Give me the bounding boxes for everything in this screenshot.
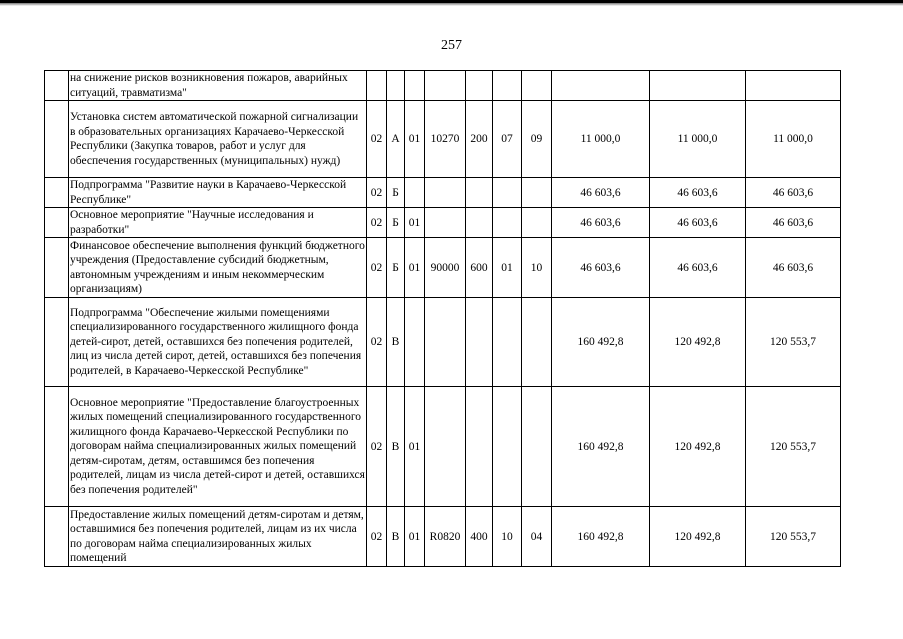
page-number: 257	[441, 38, 462, 53]
row-name: Финансовое обеспечение выполнения функций бюджетного учреждения (Предоставление субсидий бюджетным, автономным учреждениям и иным некоммерческим организациям)	[69, 238, 367, 298]
expense-type-code	[466, 298, 493, 387]
program-code: 02	[367, 387, 387, 507]
section-code: 10	[493, 507, 522, 567]
subsection-code: 09	[522, 101, 552, 178]
budget-table	[44, 70, 841, 567]
amount-year-1: 46 603,6	[552, 238, 650, 298]
amount-year-2: 46 603,6	[650, 208, 746, 238]
expense-type-code	[466, 71, 493, 101]
amount-year-3: 46 603,6	[746, 178, 841, 208]
subprogram-code: В	[387, 387, 405, 507]
table-row	[45, 71, 841, 101]
section-code	[493, 298, 522, 387]
amount-year-2: 120 492,8	[650, 387, 746, 507]
measure-code	[405, 178, 425, 208]
measure-code: 01	[405, 101, 425, 178]
blank-cell	[45, 387, 69, 507]
subprogram-code	[387, 71, 405, 101]
blank-cell	[45, 178, 69, 208]
amount-year-2: 120 492,8	[650, 298, 746, 387]
amount-year-3: 120 553,7	[746, 507, 841, 567]
table-row	[45, 178, 841, 208]
measure-code: 01	[405, 238, 425, 298]
expense-type-code	[466, 178, 493, 208]
row-name: Предоставление жилых помещений детям-сиротам и детям, оставшимися без попечения родителей, лицам из их числа по договорам найма специализированных жилых помещений	[69, 507, 367, 567]
amount-year-3: 120 553,7	[746, 298, 841, 387]
section-code	[493, 387, 522, 507]
table-row	[45, 238, 841, 298]
scan-top-border	[0, 0, 903, 6]
direction-code: R0820	[425, 507, 466, 567]
direction-code: 10270	[425, 101, 466, 178]
program-code	[367, 71, 387, 101]
amount-year-3: 46 603,6	[746, 208, 841, 238]
program-code: 02	[367, 208, 387, 238]
subprogram-code: Б	[387, 178, 405, 208]
program-code: 02	[367, 178, 387, 208]
expense-type-code: 600	[466, 238, 493, 298]
row-name: Основное мероприятие "Научные исследования и разработки"	[69, 208, 367, 238]
amount-year-1: 160 492,8	[552, 507, 650, 567]
direction-code	[425, 298, 466, 387]
program-code: 02	[367, 507, 387, 567]
amount-year-1: 46 603,6	[552, 208, 650, 238]
amount-year-1: 11 000,0	[552, 101, 650, 178]
subsection-code	[522, 208, 552, 238]
expense-type-code: 400	[466, 507, 493, 567]
subprogram-code: В	[387, 507, 405, 567]
section-code: 01	[493, 238, 522, 298]
section-code	[493, 178, 522, 208]
table-row	[45, 298, 841, 387]
section-code	[493, 208, 522, 238]
measure-code: 01	[405, 387, 425, 507]
table-row	[45, 387, 841, 507]
blank-cell	[45, 101, 69, 178]
section-code	[493, 71, 522, 101]
direction-code	[425, 178, 466, 208]
expense-type-code	[466, 387, 493, 507]
amount-year-2: 11 000,0	[650, 101, 746, 178]
expense-type-code	[466, 208, 493, 238]
measure-code	[405, 71, 425, 101]
amount-year-3	[746, 71, 841, 101]
table-row	[45, 101, 841, 178]
measure-code: 01	[405, 507, 425, 567]
amount-year-3: 120 553,7	[746, 387, 841, 507]
direction-code: 90000	[425, 238, 466, 298]
blank-cell	[45, 238, 69, 298]
amount-year-1	[552, 71, 650, 101]
table-row	[45, 507, 841, 567]
subprogram-code: А	[387, 101, 405, 178]
amount-year-3: 46 603,6	[746, 238, 841, 298]
row-name: Подпрограмма "Развитие науки в Карачаево-Черкесской Республике"	[69, 178, 367, 208]
amount-year-1: 160 492,8	[552, 387, 650, 507]
row-name: на снижение рисков возникновения пожаров, аварийных ситуаций, травматизма"	[69, 71, 367, 101]
direction-code	[425, 208, 466, 238]
subprogram-code: Б	[387, 238, 405, 298]
amount-year-2: 46 603,6	[650, 178, 746, 208]
amount-year-3: 11 000,0	[746, 101, 841, 178]
subsection-code	[522, 298, 552, 387]
subprogram-code: Б	[387, 208, 405, 238]
amount-year-1: 46 603,6	[552, 178, 650, 208]
expense-type-code: 200	[466, 101, 493, 178]
blank-cell	[45, 507, 69, 567]
blank-cell	[45, 208, 69, 238]
table-row	[45, 208, 841, 238]
measure-code	[405, 298, 425, 387]
amount-year-2	[650, 71, 746, 101]
row-name: Основное мероприятие "Предоставление благоустроенных жилых помещений специализированного государственного жилищного фонда Карачаево-Черкесской Республики по договорам найма специализированных жилых помещений детям-сиротам, детям, оставшимся без попечения родителей, лицам из числа детей-сирот и детей, оставшихся без попечения родителей"	[69, 387, 367, 507]
subsection-code	[522, 178, 552, 208]
direction-code	[425, 387, 466, 507]
section-code: 07	[493, 101, 522, 178]
row-name: Установка систем автоматической пожарной сигнализации в образовательных организациях Карачаево-Черкесской Республики (Закупка товаров, работ и услуг для обеспечения государственных (муниципальных) нужд)	[69, 101, 367, 178]
row-name: Подпрограмма "Обеспечение жилыми помещениями специализированного государственного жилищного фонда детей-сирот, детей, оставшихся без попечения родителей, лиц из числа детей сирот, детей, оставшихся без попечения родителей, в Карачаево-Черкесской Республике"	[69, 298, 367, 387]
amount-year-1: 160 492,8	[552, 298, 650, 387]
program-code: 02	[367, 298, 387, 387]
amount-year-2: 120 492,8	[650, 507, 746, 567]
blank-cell	[45, 71, 69, 101]
subsection-code: 10	[522, 238, 552, 298]
measure-code: 01	[405, 208, 425, 238]
program-code: 02	[367, 238, 387, 298]
subprogram-code: В	[387, 298, 405, 387]
subsection-code	[522, 387, 552, 507]
subsection-code: 04	[522, 507, 552, 567]
amount-year-2: 46 603,6	[650, 238, 746, 298]
blank-cell	[45, 298, 69, 387]
subsection-code	[522, 71, 552, 101]
direction-code	[425, 71, 466, 101]
program-code: 02	[367, 101, 387, 178]
